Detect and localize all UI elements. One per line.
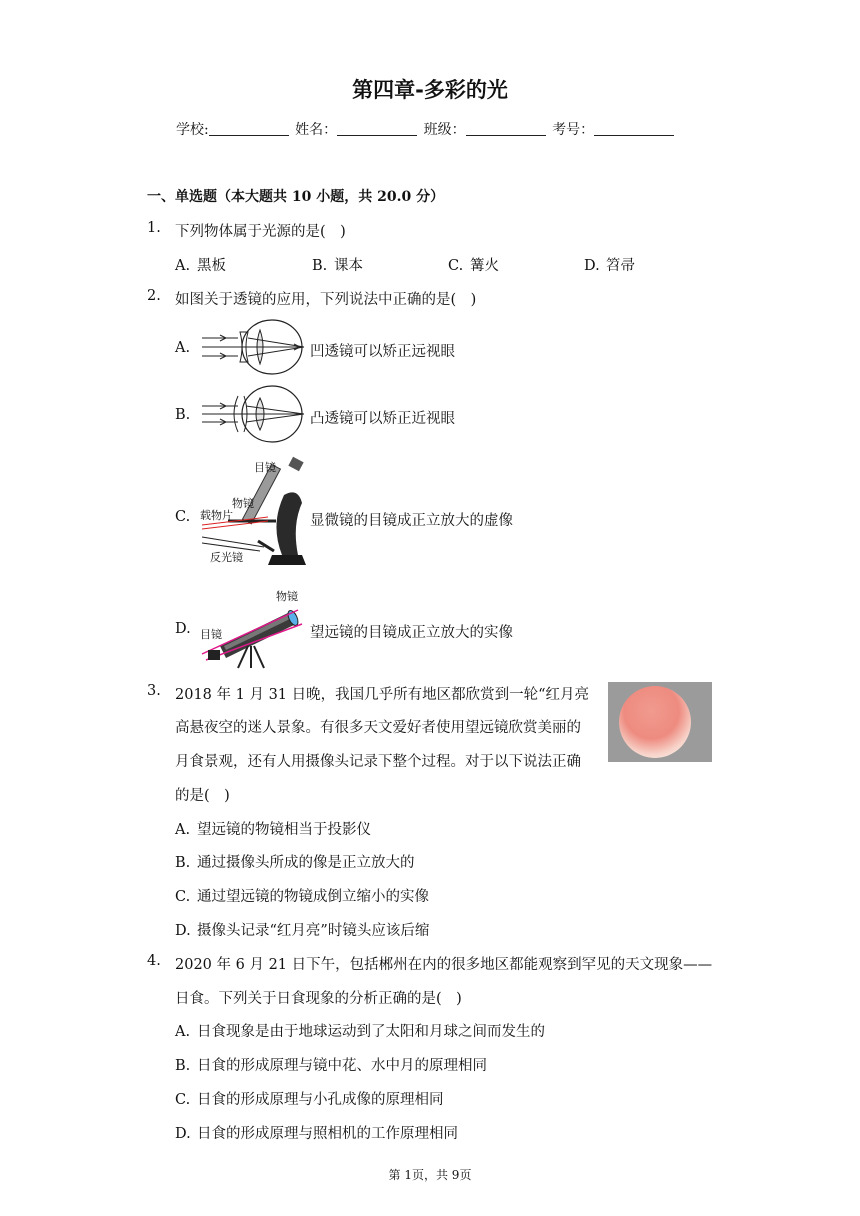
q2-option-d-text: 望远镜的目镜成正立放大的实像 xyxy=(310,625,513,641)
red-moon xyxy=(619,686,691,758)
question-3-number: 3. xyxy=(147,683,161,699)
page-footer: 第 1页，共 9页 xyxy=(388,1168,472,1182)
option-text: 篝火 xyxy=(470,258,499,274)
option-text: 日食的形成原理与照相机的工作原理相同 xyxy=(197,1126,458,1142)
option-text: 通过望远镜的物镜成倒立缩小的实像 xyxy=(197,889,429,905)
concave-lens-eye-diagram xyxy=(200,318,312,376)
convex-lens-eye-diagram xyxy=(200,384,312,444)
q1-option-a xyxy=(175,254,226,275)
option-letter: A. xyxy=(175,822,191,838)
option-letter: D. xyxy=(175,923,191,939)
option-letter: B. xyxy=(175,1058,191,1074)
class-blank xyxy=(466,123,546,136)
option-text: 日食的形成原理与镜中花、水中月的原理相同 xyxy=(197,1058,487,1074)
question-1-number: 1. xyxy=(147,220,161,236)
q3-option-d xyxy=(175,919,429,940)
q2-option-c-letter: C. xyxy=(175,509,191,525)
option-letter: A. xyxy=(175,258,191,274)
label-objective: 物镜 xyxy=(276,590,298,603)
question-3-line-2: 高悬夜空的迷人景象。有很多天文爱好者使用望远镜欣赏美丽的 xyxy=(175,720,581,736)
option-text: 摄像头记录“红月亮”时镜头应该后缩 xyxy=(197,923,430,939)
q4-option-d xyxy=(175,1122,458,1143)
q3-option-a xyxy=(175,818,371,839)
red-moon-photo xyxy=(608,682,712,762)
q1-option-b xyxy=(312,254,363,275)
q2-option-a-letter: A. xyxy=(175,340,191,356)
option-letter: C. xyxy=(448,258,464,274)
option-letter: D. xyxy=(175,1126,191,1142)
option-text: 望远镜的物镜相当于投影仪 xyxy=(197,822,371,838)
option-text: 通过摄像头所成的像是正立放大的 xyxy=(197,855,415,871)
label-slide: 载物片 xyxy=(200,509,233,522)
q2-option-a-text: 凹透镜可以矫正远视眼 xyxy=(310,344,455,360)
school-label: 学校: xyxy=(176,122,209,138)
name-label: 姓名： xyxy=(295,122,338,138)
question-3-line-1: 2018 年 1 月 31 日晚，我国几乎所有地区都欣赏到一轮“红月亮 xyxy=(175,687,590,703)
question-4-line-1: 2020 年 6 月 21 日下午，包括郴州在内的很多地区都能观察到罕见的天文现象—— xyxy=(175,957,713,973)
exam-number-label: 考号： xyxy=(552,122,595,138)
q2-option-c-text: 显微镜的目镜成正立放大的虚像 xyxy=(310,513,513,529)
question-2-number: 2. xyxy=(147,288,161,304)
q1-option-c xyxy=(448,254,499,275)
label-objective: 物镜 xyxy=(232,497,254,510)
option-text: 课本 xyxy=(334,258,363,274)
telescope-diagram xyxy=(198,584,308,670)
question-3-line-3: 月食景观，还有人用摄像头记录下整个过程。对于以下说法正确 xyxy=(175,754,581,770)
option-letter: C. xyxy=(175,1092,191,1108)
school-blank xyxy=(209,123,289,136)
question-2-text: 如图关于透镜的应用，下列说法中正确的是( ) xyxy=(175,292,477,308)
option-text: 笤帚 xyxy=(606,258,635,274)
option-letter: D. xyxy=(584,258,600,274)
q4-option-b xyxy=(175,1054,487,1075)
section-heading: 一、单选题（本大题共 10 小题，共 20.0 分） xyxy=(147,189,445,205)
label-eyepiece: 目镜 xyxy=(254,461,276,474)
option-text: 日食的形成原理与小孔成像的原理相同 xyxy=(197,1092,444,1108)
label-eyepiece: 目镜 xyxy=(200,628,222,641)
option-letter: C. xyxy=(175,889,191,905)
class-label: 班级： xyxy=(423,122,466,138)
q2-option-b-text: 凸透镜可以矫正近视眼 xyxy=(310,411,455,427)
question-3-line-4: 的是( ) xyxy=(175,788,230,804)
option-letter: B. xyxy=(175,855,191,871)
option-letter: B. xyxy=(312,258,328,274)
microscope-diagram xyxy=(198,455,308,573)
q4-option-c xyxy=(175,1088,444,1109)
label-mirror: 反光镜 xyxy=(210,551,243,564)
q1-option-d xyxy=(584,254,635,275)
question-4-number: 4. xyxy=(147,953,161,969)
q4-option-a xyxy=(175,1020,545,1041)
page-title: 第四章-多彩的光 xyxy=(352,78,508,102)
q2-option-d-letter: D. xyxy=(175,621,191,637)
option-letter: A. xyxy=(175,1024,191,1040)
q2-option-b-letter: B. xyxy=(175,407,191,423)
student-info-line xyxy=(176,119,676,139)
name-blank xyxy=(337,123,417,136)
question-4-line-2: 日食。下列关于日食现象的分析正确的是( ) xyxy=(175,991,462,1007)
q3-option-c xyxy=(175,885,429,906)
option-text: 日食现象是由于地球运动到了太阳和月球之间而发生的 xyxy=(197,1024,545,1040)
option-text: 黑板 xyxy=(197,258,226,274)
question-1-text: 下列物体属于光源的是( ) xyxy=(175,224,346,240)
exam-number-blank xyxy=(594,123,674,136)
q3-option-b xyxy=(175,851,415,872)
